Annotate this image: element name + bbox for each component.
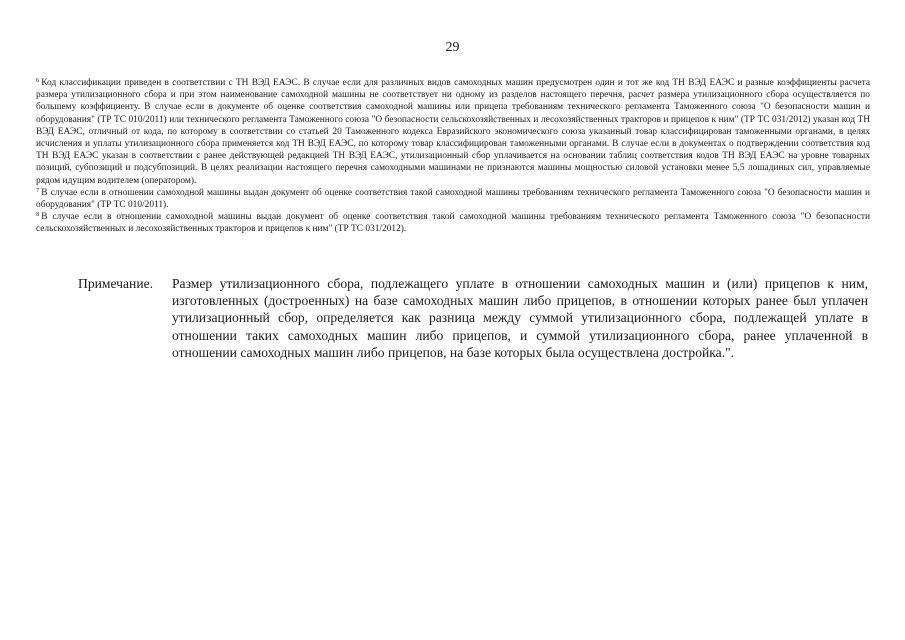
footnote-6 <box>36 77 870 187</box>
footnote-text: Код классификации приведен в соответствии с ТН ВЭД ЕАЭС. В случае если для различных видов самоходных машин предусмотрен один и тот же код ТН ВЭД ЕАЭС и разные коэффициенты расчета размера утилизационного сбора и при этом наименование самоходной машины не соответствует ни одному из разделов настоящего перечня, расчет размера утилизационного сбора осуществляется по большему коэффициенту. В случае если в документе об оценке соответствия самоходной машины или прицепа требованиям технического регламента Таможенного союза "О безопасности машин и оборудования" (ТР ТС 010/2011) или технического регламента Таможенного союза "О безопасности сельскохозяйственных и лесохозяйственных тракторов и прицепов к ним" (ТР ТС 031/2012) указан код ТН ВЭД ЕАЭС, отличный от кода, по которому в соответствии со статьей 20 Таможенного кодекса Евразийского экономического союза указанный товар классифицирован таможенными органами, в целях исчисления и уплаты утилизационного сбора применяется код ТН ВЭД ЕАЭС, по которому товар классифицирован таможенными органами. В случае если в документах о подтверждении соответствия код ТН ВЭД ЕАЭС указан в соответствии с ранее действующей редакцией ТН ВЭД ЕАЭС, утилизационный сбор уплачивается на основании таблиц соответствия кодов ТН ВЭД ЕАЭС на уровне товарных позиций, субпозиций и подсубпозиций. В целях реализации настоящего перечня самоходными машинами не признаются машины мощностью силовой установки менее 5,5 лошадиных сил, управляемые рядом идущим водителем (оператором). <box>36 78 870 186</box>
note-text: Размер утилизационного сбора, подлежащего уплате в отношении самоходных машин и (или) прицепов к ним, изготовленных (достроенных) на базе самоходных машин либо прицепов, в отношении которых ранее был уплачен утилизационный сбор, определяется как разница между суммой утилизационного сбора, подлежащей уплате в отношении таких самоходных машин либо прицепов, и суммой утилизационного сбора, ранее уплаченной в отношении самоходных машин либо прицепов, на базе которых была осуществлена достройка.". <box>172 276 868 360</box>
footnote-7 <box>36 187 870 211</box>
footnote-mark: 6 <box>36 77 40 84</box>
footnotes-block <box>36 77 870 236</box>
footnote-mark: 8 <box>36 211 40 219</box>
footnote-text: В случае если в отношении самоходной машины выдан документ об оценке соответствия такой самоходной машины требованиям технического регламента Таможенного союза "О безопасности сельскохозяйственных и лесохозяйственных тракторов и прицепов к ним" (ТР ТС 031/2012). <box>36 212 870 235</box>
footnote-text: В случае если в отношении самоходной машины выдан документ об оценке соответствия такой самоходной машины требованиям технического регламента Таможенного союза "О безопасности машин и оборудования" (ТР ТС 010/2011). <box>36 187 870 211</box>
note-block <box>78 275 868 361</box>
note-label: Примечание. <box>78 276 154 291</box>
footnote-mark: 7 <box>36 186 40 194</box>
footnote-8 <box>36 211 870 235</box>
page-number: 29 <box>445 40 460 55</box>
